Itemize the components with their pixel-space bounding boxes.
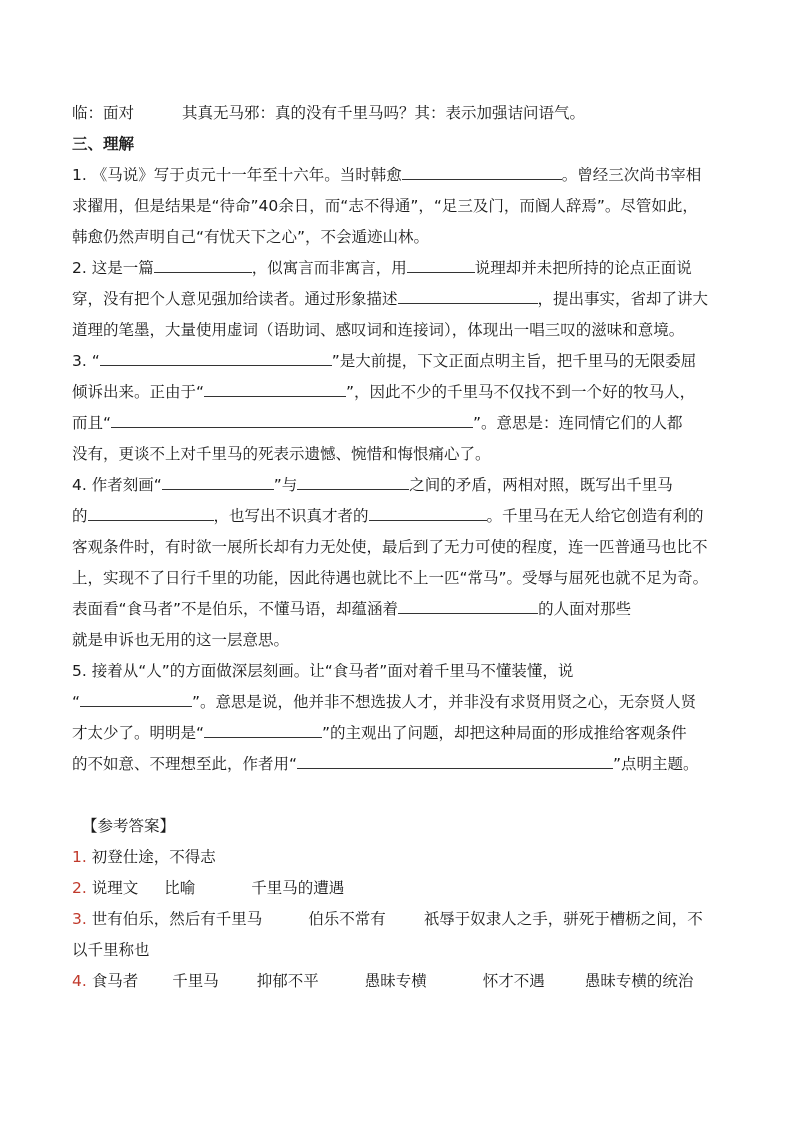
q2-line-1: [72, 253, 722, 284]
q2-text-b: ，似寓言而非寓言，用: [251, 259, 407, 277]
q4-line-1: [72, 470, 722, 501]
answer-4-item: 千里马: [172, 972, 219, 990]
q4-line-4: 上，实现不了日行千里的功能，因此待遇也就比不上一匹“常马”。受辱与屈死也就不足为奇。: [72, 569, 709, 587]
q5-line-4: [72, 749, 722, 780]
q3-blank-2[interactable]: [204, 381, 346, 397]
q2-text-e: ，提出事实，省却了讲大: [537, 290, 709, 308]
q4-text-c: 之间的矛盾，两相对照，既写出千里马: [409, 476, 673, 494]
q3-line-1: [72, 346, 722, 377]
q4-text-i: 表面看“食马者”不是伯乐，不懂马语，却蕴涵着: [72, 600, 399, 618]
q2-blank-3[interactable]: [398, 288, 538, 304]
q3-blank-1[interactable]: [100, 350, 332, 366]
q3-text-d: ”，因此不少的千里马不仅找不到一个好的牧马人，: [346, 383, 696, 401]
q4-blank-4[interactable]: [369, 505, 487, 521]
q3-line-4: 没有，更谈不上对千里马的死表示遗憾、惋惜和悔恨痛心了。: [72, 445, 491, 463]
q5-blank-2[interactable]: [204, 722, 322, 738]
q4-blank-2[interactable]: [297, 474, 409, 490]
note-lin: 临：面对: [72, 104, 135, 122]
q2-text-d: 穿，没有把个人意见强加给读者。通过形象描述: [72, 290, 398, 308]
q4-text-b: ”与: [273, 476, 298, 494]
answer-3: [72, 904, 722, 935]
q2-text-a: 2. 这是一篇: [72, 259, 154, 277]
q2-blank-2[interactable]: [407, 257, 475, 273]
q1-line-1: [72, 160, 722, 191]
q4-blank-5[interactable]: [398, 598, 538, 614]
document-page: [72, 98, 722, 997]
q1-blank-1[interactable]: [402, 164, 562, 180]
answer-4-item: 愚昧专横: [364, 972, 427, 990]
answer-2-item: 说理文: [91, 879, 139, 897]
q4-text-a: 4. 作者刻画“: [72, 476, 162, 494]
q4-text-e: ，也写出不识真才者的: [213, 507, 369, 525]
answer-3-num: 3.: [72, 910, 87, 928]
q4-text-f: 。千里马在无人给它创造有利的: [486, 507, 704, 525]
q3-text-a: 3. “: [72, 352, 100, 370]
answer-4-item: 愚昧专横的统治: [584, 972, 694, 990]
answer-4: [72, 966, 722, 997]
q3-text-f: ”。意思是：连同情它们的人都: [473, 414, 683, 432]
q5-line-3: [72, 718, 722, 749]
answer-2-item: 千里马的遭遇: [251, 879, 345, 897]
note-qizhen: 其真无马邪：真的没有千里马吗？其：表示加强诘问语气。: [182, 104, 586, 122]
q4-line-6: 就是申诉也无用的这一层意思。: [72, 631, 290, 649]
q1-line-3: 韩愈仍然声明自己“有忧天下之心”，不会遁迹山林。: [72, 228, 430, 246]
answer-2: [72, 873, 722, 904]
answers-title: 【参考答案】: [82, 817, 176, 835]
q2-text-c: 说理却并未把所持的论点正面说: [474, 259, 692, 277]
answer-1-item: 初登仕途，不得志: [91, 848, 216, 866]
q4-line-5: [72, 594, 722, 625]
q4-text-d: 的: [72, 507, 88, 525]
answer-3-item: 世有伯乐，然后有千里马: [91, 910, 263, 928]
q4-line-2: [72, 501, 722, 532]
answer-4-item: 怀才不遇: [482, 972, 545, 990]
q2-blank-1[interactable]: [154, 257, 252, 273]
answer-4-num: 4.: [72, 972, 87, 990]
q5-text-d: 才太少了。明明是“: [72, 724, 205, 742]
q4-text-j: 的人面对那些: [538, 600, 632, 618]
q5-text-c: ”。意思是说，他并非不想选拔人才，并非没有求贤用贤之心，无奈贤人贤: [192, 693, 697, 711]
section-title: 三、理解: [72, 135, 135, 153]
q1-text-b: 。曾经三次尚书宰相: [561, 166, 702, 184]
q3-text-c: 倾诉出来。正由于“: [72, 383, 205, 401]
q5-text-b: “: [72, 693, 81, 711]
q5-line-1: 5. 接着从“人”的方面做深层刻画。让“食马者”面对着千里马不懂装懂，说: [72, 662, 574, 680]
answer-4-item: 食马者: [91, 972, 139, 990]
answer-1: [72, 842, 722, 873]
q3-line-3: [72, 408, 722, 439]
answer-4-item: 抑郁不平: [256, 972, 319, 990]
answer-3-item: 祇辱于奴隶人之手，骈死于槽枥之间，不: [423, 910, 703, 928]
answer-1-num: 1.: [72, 848, 87, 866]
note-line: [72, 98, 722, 129]
q3-line-2: [72, 377, 722, 408]
answer-2-num: 2.: [72, 879, 87, 897]
q1-line-2: 求擢用，但是结果是“待命”40余日，而“志不得通”，“足三及门，而阍人辞焉”。尽管如此，: [72, 197, 698, 215]
answer-3-cont: 以千里称也: [72, 941, 150, 959]
q5-text-f: 的不如意、不理想至此，作者用“: [72, 755, 298, 773]
q5-line-2: [72, 687, 722, 718]
answer-3-item: 伯乐不常有: [308, 910, 386, 928]
q3-text-e: 而且“: [72, 414, 112, 432]
q2-line-3: 道理的笔墨，大量使用虚词（语助词、感叹词和连接词），体现出一唱三叹的滋味和意境。: [72, 321, 685, 339]
q5-blank-1[interactable]: [80, 691, 192, 707]
q5-text-g: ”点明主题。: [613, 755, 699, 773]
q4-line-3: 客观条件时，有时欲一展所长却有力无处使，最后到了无力可使的程度，连一匹普通马也比不: [72, 538, 708, 556]
answer-2-item: 比喻: [164, 879, 196, 897]
q4-blank-3[interactable]: [88, 505, 214, 521]
q3-text-b: ”是大前提，下文正面点明主旨，把千里马的无限委屈: [331, 352, 697, 370]
q5-blank-3[interactable]: [297, 753, 613, 769]
q4-blank-1[interactable]: [162, 474, 274, 490]
q3-blank-3[interactable]: [111, 412, 473, 428]
q2-line-2: [72, 284, 722, 315]
q5-text-e: ”的主观出了问题，却把这种局面的形成推给客观条件: [322, 724, 687, 742]
q1-text-a: 1. 《马说》写于贞元十一年至十六年。当时韩愈: [72, 166, 402, 184]
